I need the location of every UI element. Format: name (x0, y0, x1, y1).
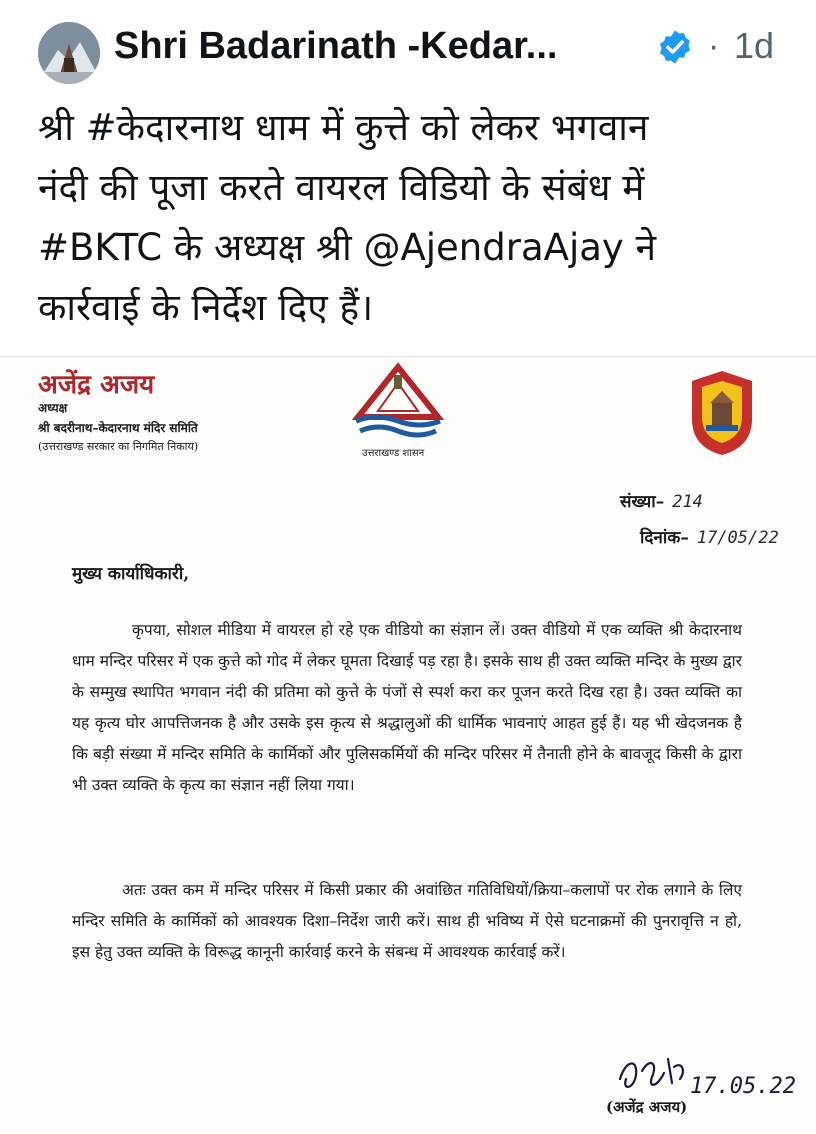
letterhead-org: श्री बदरीनाथ–केदारनाथ मंदिर समिति (38, 421, 198, 435)
signature-name: (अजेंद्र अजय) (606, 1098, 688, 1116)
emblem-caption: उत्तराखण्ड शासन (362, 448, 425, 459)
tweet-media-image[interactable] (0, 356, 816, 1134)
signature-date: 17.05.22 (690, 1074, 796, 1099)
letterhead-govt: (उत्तराखण्ड सरकार का निगमित निकाय) (38, 440, 199, 453)
tweet-text (38, 98, 798, 338)
date-label: दिनांक– (640, 528, 689, 548)
uttarakhand-emblem-icon (350, 361, 446, 441)
letter-salutation: मुख्य कार्याधिकारी, (72, 564, 190, 584)
reference-label: संख्या– (620, 492, 665, 512)
temple-icon (38, 22, 100, 84)
letterhead-name: अजेंद्र अजय (38, 370, 155, 400)
tweet-text-line: #BKTC के अध्यक्ष श्री @AjendraAjay ने (38, 226, 657, 269)
verified-badge-icon (656, 28, 694, 66)
author-name[interactable]: Shri Badarinath -Kedar... (114, 25, 558, 67)
tweet-timestamp[interactable]: 1d (734, 25, 775, 66)
temple-committee-seal-icon (684, 367, 760, 459)
letter-date (640, 525, 779, 548)
date-value: 17/05/22 (696, 528, 779, 548)
tweet-text-line: कार्रवाई के निर्देश दिए हैं। (38, 286, 374, 329)
letter-paragraph-1: कृपया, सोशल मीडिया में वायरल हो रहे एक वीडियो का संज्ञान लें। उक्त वीडियो में एक व्यक्ति श्री केदारनाथ धाम मन्दिर परिसर में एक कुत्ते को गोद में लेकर घूमता दिखाई पड़ रहा है। इसके साथ ही उक्त व्यक्ति मन्दिर के मुख्य द्वार के सम्मुख स्थापित भगवान नंदी की प्रतिमा को कुत्ते के पंजों से स्पर्श करा कर पूजन करते दिख रहा है। उक्त व्यक्ति का यह कृत्य घोर आपत्तिजनक है और उसके इस कृत्य से श्रद्धालुओं की धार्मिक भावनाएं आहत हुई हैं। यह भी खेदजनक है कि बड़ी संख्या में मन्दिर समिति के कार्मिकों और पुलिसकर्मियों की मन्दिर परिसर में तैनाती होने के बावजूद किसी के द्वारा भी उक्त व्यक्ति के कृत्य का संज्ञान नहीं लिया गया। (72, 621, 742, 794)
letterhead-title: अध्यक्ष (38, 401, 68, 415)
reference-value: 214 (672, 492, 703, 512)
tweet-header (0, 0, 816, 92)
avatar[interactable] (38, 22, 100, 84)
tweet-text-line: श्री #केदारनाथ धाम में कुत्ते को लेकर भगवान (38, 106, 649, 149)
tweet-text-line: नंदी की पूजा करते वायरल विडियो के संबंध में (38, 166, 645, 209)
separator-dot: · (708, 27, 720, 65)
letter-paragraph-2: अतः उक्त कम में मन्दिर परिसर में किसी प्रकार की अवांछित गतिविधियों/क्रिया–कलापों पर रोक लगाने के लिए मन्दिर समिति के कार्मिकों को आवश्यक दिशा–निर्देश जारी करें। साथ ही भविष्य में ऐसे घटनाक्रमों की पुनरावृत्ति न हो, इस हेतु उक्त व्यक्ति के विरूद्ध कानूनी कार्रवाई करने के संबन्ध में आवश्यक कार्रवाई करें। (72, 881, 742, 961)
reference-number (620, 489, 703, 512)
